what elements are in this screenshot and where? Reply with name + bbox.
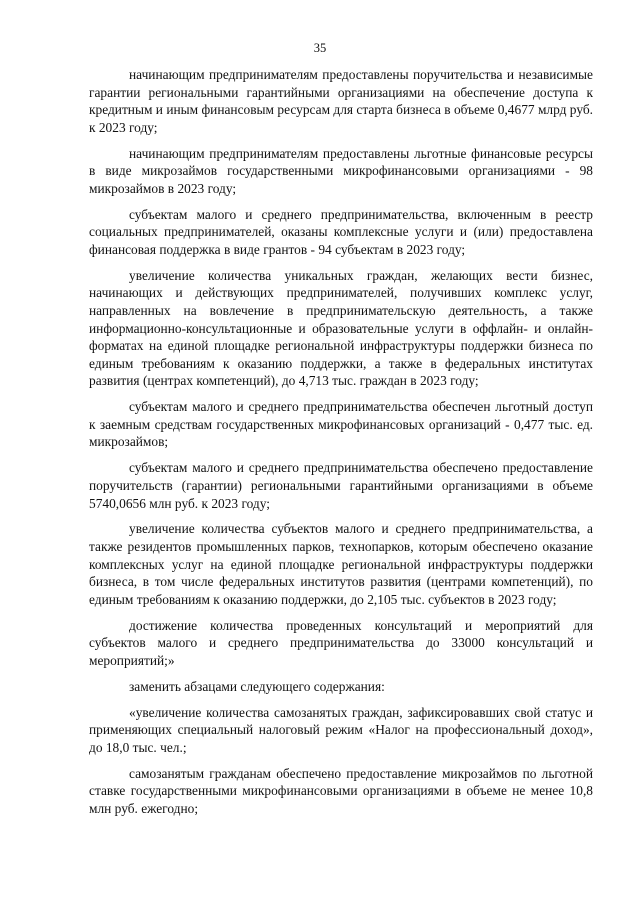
paragraph-self-employed-count: «увеличение количества самозанятых граждан, зафиксировавших свой статус и применяющих специальный налоговый режим «Налог на профессиональный доход», до 18,0 тыс. чел.; xyxy=(89,704,593,755)
paragraph-replace-instruction: заменить абзацами следующего содержания: xyxy=(129,678,385,694)
page-number: 35 xyxy=(313,41,327,55)
paragraph-microloans-access: субъектам малого и среднего предпринимательства обеспечен льготный доступ к заемным средствам государственных микрофинансовых организаций - 0,477 тыс. ед. микрозаймов; xyxy=(89,399,593,450)
paragraph-guarantees-volume: субъектам малого и среднего предпринимательства обеспечено предоставление поручительств (гарантии) региональными гарантийными организациями в объеме 5740,0656 млн руб. к 2023 году; xyxy=(89,460,593,511)
paragraph-microloans-startups: начинающим предпринимателям предоставлены льготные финансовые ресурсы в виде микрозаймов государственными микрофинансовыми организациями - 98 микрозаймов в 2023 году; xyxy=(89,145,593,196)
paragraph-social-entrepreneurs: субъектам малого и среднего предпринимательства, включенным в реестр социальных предпринимателей, оказаны комплексные услуги и (или) предоставлена финансовая поддержка в виде грантов - 94 субъектам в 2023 году; xyxy=(89,206,593,257)
paragraph-self-employed-microloans: самозанятым гражданам обеспечено предоставление микрозаймов по льготной ставке государственными микрофинансовыми организациями в объеме не менее 10,8 млн руб. ежегодно; xyxy=(89,765,593,816)
paragraph-complex-services: увеличение количества субъектов малого и среднего предпринимательства, а также резидентов промышленных парков, технопарков, которым обеспечено оказание комплексных услуг на единой площадке региональной инфраструктуры поддержки бизнеса, в том числе федеральных институтов развития (центрами компетенций), по единым требованиям к оказанию поддержки, до 2,105 тыс. субъектов в 2023 году; xyxy=(89,521,593,607)
paragraph-consultations: достижение количества проведенных консультаций и мероприятий для субъектов малого и среднего предпринимательства до 33000 консультаций и мероприятий;» xyxy=(89,617,593,668)
paragraph-guarantees-startups: начинающим предпринимателям предоставлены поручительства и независимые гарантии региональными гарантийными организациями на обеспечение доступа к кредитным и иным финансовым ресурсам для старта бизнеса в объеме 0,4677 млрд руб. к 2023 году; xyxy=(89,67,593,135)
paragraph-unique-citizens: увеличение количества уникальных граждан, желающих вести бизнес, начинающих и действующих предпринимателей, получивших комплекс услуг, направленных на вовлечение в предпринимательскую деятельность, а также информационно-консультационные и образовательные услуги в оффлайн- и онлайн-форматах на единой площадке региональной инфраструктуры поддержки бизнеса по единым требованиям к оказанию поддержки, а также в федеральных институтах развития (центрах компетенций), до 4,713 тыс. граждан в 2023 году; xyxy=(89,267,593,389)
document-body xyxy=(89,66,593,826)
